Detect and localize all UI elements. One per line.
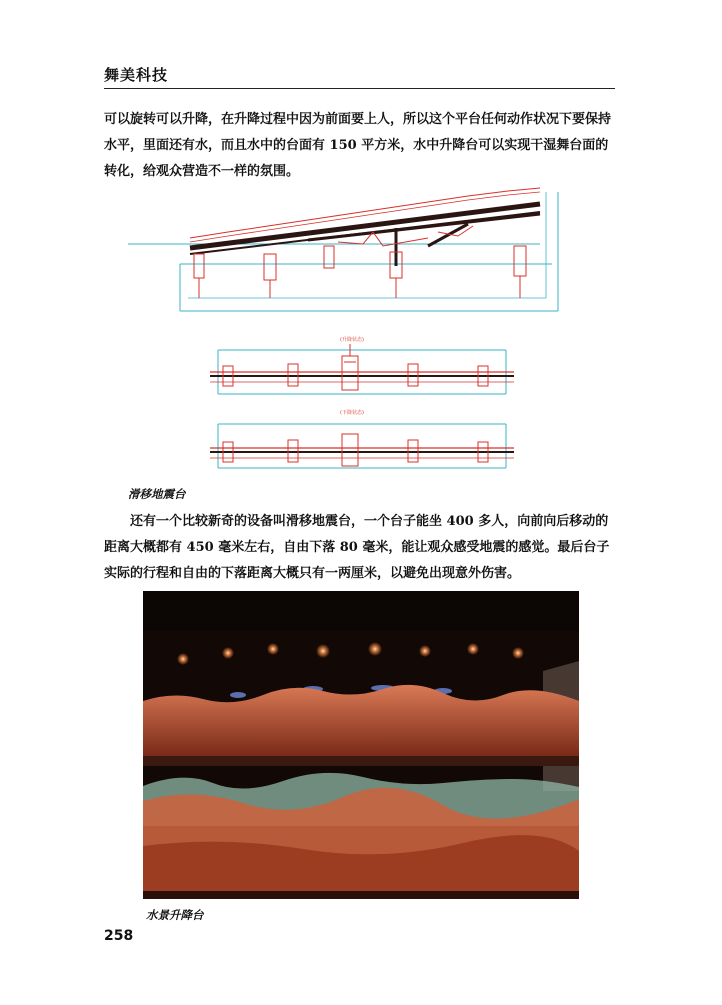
technical-drawing [128,186,560,476]
paragraph-earthquake-platform: 还有一个比较新奇的设备叫滑移地震台，一个台子能坐 400 多人，向前向后移动的距离大概都有 450 毫米左右，自由下落 80 毫米，能让观众感受地震的感觉。最后台子实际的行程和自由的下落距离大概只有一两厘米，以避免出现意外伤害。 [104,514,610,581]
drawing-label-lowered: (下降状态) [340,410,364,416]
paragraph-intro: 可以旋转可以升降，在升降过程中因为前面要上人，所以这个平台任何动作状况下要保持水平，里面还有水，而且水中的台面有 150 平方米，水中升降台可以实现干湿舞台面的转化，给观众营造不一样的氛围。 [104,112,612,179]
header-rule [104,88,615,89]
page-number: 258 [104,928,134,944]
raised-state-view [210,336,514,394]
running-header: 舞美科技 [104,66,169,84]
drawing-label-raised: (升降状态) [340,337,364,343]
lowered-state-view [210,409,514,468]
drawing-caption: 滑移地震台 [128,487,186,501]
elevation-view [128,188,558,311]
photo-caption: 水景升降台 [146,908,204,922]
stage-water-photo [143,591,579,899]
